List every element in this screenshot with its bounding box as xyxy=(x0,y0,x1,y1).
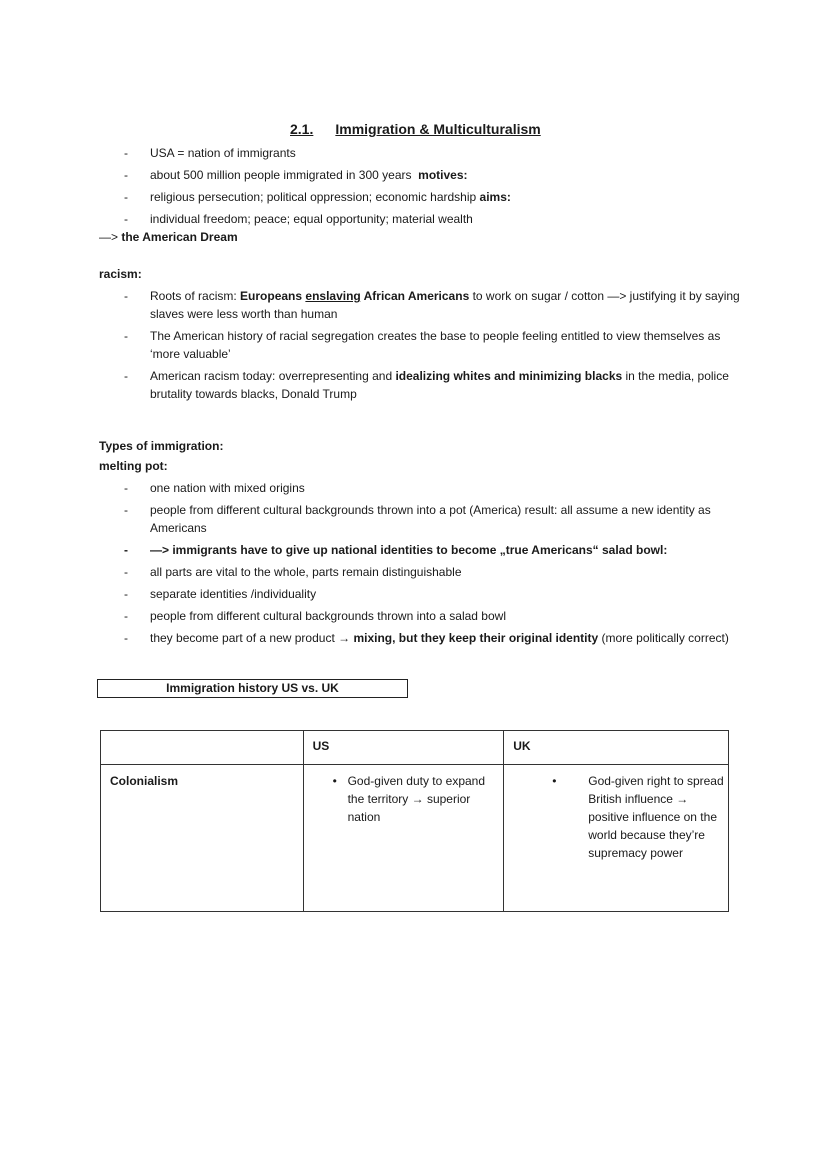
column-header-uk: UK xyxy=(504,731,729,765)
row-label: Colonialism xyxy=(110,774,179,788)
melting-pot-heading: melting pot: xyxy=(99,459,168,473)
row-label-cell xyxy=(101,765,304,912)
list-item: - separate identities /individuality xyxy=(150,585,740,603)
racism-heading: racism: xyxy=(99,267,142,281)
list-item: - all parts are vital to the whole, parts remain distinguishable xyxy=(150,563,740,581)
list-item: - individual freedom; peace; equal opportunity; material wealth xyxy=(150,210,740,228)
list-item: - they become part of a new product → mixing, but they keep their original identity (more politically correct) xyxy=(150,629,740,647)
column-header-us: US xyxy=(303,731,504,765)
motives-label: motives: xyxy=(418,168,468,182)
uk-bullet-item: • God-given right to spread British influence → positive influence on the world because they’re supremacy power xyxy=(552,774,724,860)
types-heading: Types of immigration: xyxy=(99,439,224,453)
bullet-icon: • xyxy=(332,774,337,788)
list-item: - one nation with mixed origins xyxy=(150,479,740,497)
page-title xyxy=(290,121,541,137)
american-dream-line: —> the American Dream xyxy=(99,230,238,244)
aims-label: aims: xyxy=(479,190,511,204)
table-header-row xyxy=(101,731,729,765)
uk-cell xyxy=(504,765,729,912)
list-item: - people from different cultural backgrounds thrown into a pot (America) result: all assume a new identity as Americans xyxy=(150,501,740,537)
list-item: - people from different cultural backgrounds thrown into a salad bowl xyxy=(150,607,740,625)
us-bullet-item: • God-given duty to expand the territory → superior nation xyxy=(332,774,486,824)
list-item: - —> immigrants have to give up national identities to become „true Americans“ salad bowl: xyxy=(150,541,740,559)
history-table xyxy=(100,730,729,912)
list-item: - about 500 million people immigrated in 300 years motives: xyxy=(150,166,740,184)
section-title: Immigration & Multiculturalism xyxy=(335,121,541,137)
list-item: - Roots of racism: Europeans enslaving African Americans to work on sugar / cotton —> justifying it by saying slaves were less worth than human xyxy=(150,287,740,323)
immigration-types-list xyxy=(150,479,740,651)
list-item: - The American history of racial segregation creates the base to people feeling entitled to view themselves as ‘more valuable’ xyxy=(150,327,740,363)
history-box-title: Immigration history US vs. UK xyxy=(97,679,408,698)
us-cell xyxy=(303,765,504,912)
intro-list xyxy=(150,144,740,232)
table-row xyxy=(101,765,729,912)
section-number: 2.1. xyxy=(290,121,314,137)
bullet-icon: • xyxy=(552,774,557,788)
list-item: - American racism today: overrepresenting and idealizing whites and minimizing blacks in the media, police brutality towards blacks, Donald Trump xyxy=(150,367,740,403)
racism-list xyxy=(150,287,740,407)
list-item: - religious persecution; political oppression; economic hardship aims: xyxy=(150,188,740,206)
table-corner-cell xyxy=(101,731,304,765)
list-item: - USA = nation of immigrants xyxy=(150,144,740,162)
